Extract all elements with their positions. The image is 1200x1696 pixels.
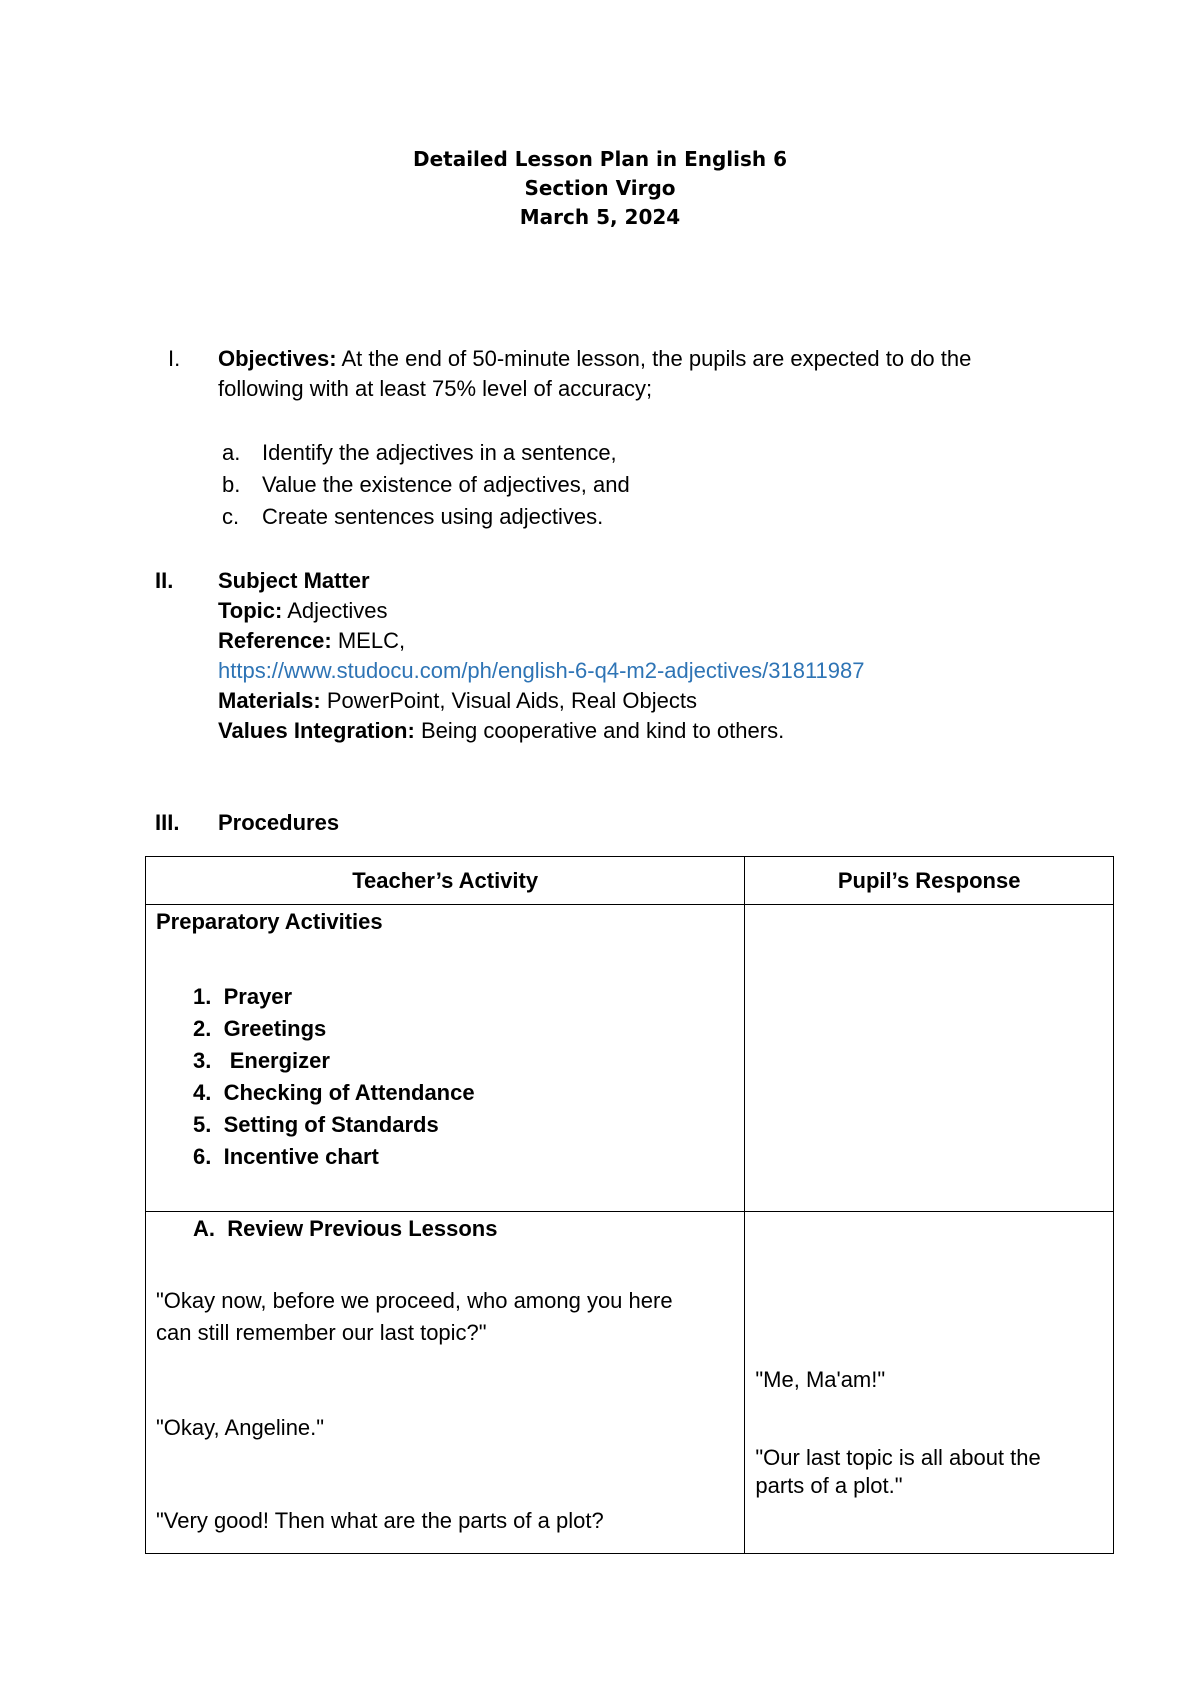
pupil-response-header: Pupil’s Response [745, 857, 1114, 905]
topic-label: Topic: [218, 598, 283, 623]
table-row [146, 905, 1114, 1212]
list-item: 6. Incentive chart [193, 1144, 379, 1169]
procedures-numeral: III. [155, 810, 180, 835]
list-item: 2. Greetings [193, 1016, 327, 1041]
review-heading: A. Review Previous Lessons [193, 1216, 498, 1241]
objectives-text-line1: At the end of 50-minute lesson, the pupils are expected to do the [336, 346, 972, 371]
list-item: 3. Energizer [193, 1048, 330, 1073]
list-item: 4. Checking of Attendance [193, 1080, 475, 1105]
teacher-activity-header: Teacher’s Activity [146, 857, 745, 905]
subject-matter-heading: Subject Matter [218, 568, 370, 593]
reference-value: MELC, [331, 628, 406, 653]
materials-value: PowerPoint, Visual Aids, Real Objects [320, 688, 697, 713]
preparatory-heading: Preparatory Activities [156, 909, 383, 934]
materials-label: Materials: [218, 688, 321, 713]
pupil-response-1: "Me, Ma'am!" [755, 1367, 886, 1392]
document-header [0, 145, 1200, 232]
list-item: a. Identify the adjectives in a sentence, [222, 440, 617, 465]
table-header-row [146, 857, 1114, 905]
review-cell [146, 1212, 745, 1554]
preparatory-cell [146, 905, 745, 1212]
objectives-list [222, 437, 1102, 533]
values-value: Being cooperative and kind to others. [414, 718, 785, 743]
subject-matter-numeral: II. [155, 568, 174, 593]
list-item: c. Create sentences using adjectives. [222, 504, 604, 529]
list-item: 1. Prayer [193, 984, 293, 1009]
objectives-label: Objectives: [218, 346, 337, 371]
table-row [146, 1212, 1114, 1554]
review-response-cell [745, 1212, 1114, 1554]
teacher-question-1-line2: can still remember our last topic?" [156, 1320, 487, 1345]
procedures-section [155, 808, 1115, 838]
values-label: Values Integration: [218, 718, 415, 743]
procedures-table [145, 856, 1114, 1554]
teacher-question-3: "Very good! Then what are the parts of a plot? [156, 1508, 604, 1533]
preparatory-response-cell [745, 905, 1114, 1212]
lesson-date: March 5, 2024 [519, 205, 681, 229]
lesson-title: Detailed Lesson Plan in English 6 [412, 147, 788, 171]
objectives-section [155, 344, 1115, 404]
list-item: b. Value the existence of adjectives, and [222, 472, 630, 497]
procedures-heading: Procedures [218, 810, 340, 835]
teacher-question-1-line1: "Okay now, before we proceed, who among you here [156, 1288, 673, 1313]
list-item: 5. Setting of Standards [193, 1112, 439, 1137]
reference-label: Reference: [218, 628, 332, 653]
objectives-numeral: I. [168, 346, 181, 371]
lesson-section: Section Virgo [524, 176, 676, 200]
topic-value: Adjectives [282, 598, 388, 623]
pupil-response-2-line2: parts of a plot." [755, 1473, 903, 1498]
reference-link[interactable]: https://www.studocu.com/ph/english-6-q4-m2-adjectives/31811987 [218, 658, 865, 683]
subject-matter-section [155, 566, 1115, 746]
teacher-question-2: "Okay, Angeline." [156, 1415, 325, 1440]
objectives-text-line2: following with at least 75% level of accuracy; [218, 376, 653, 401]
pupil-response-2-line1: "Our last topic is all about the [755, 1445, 1041, 1470]
